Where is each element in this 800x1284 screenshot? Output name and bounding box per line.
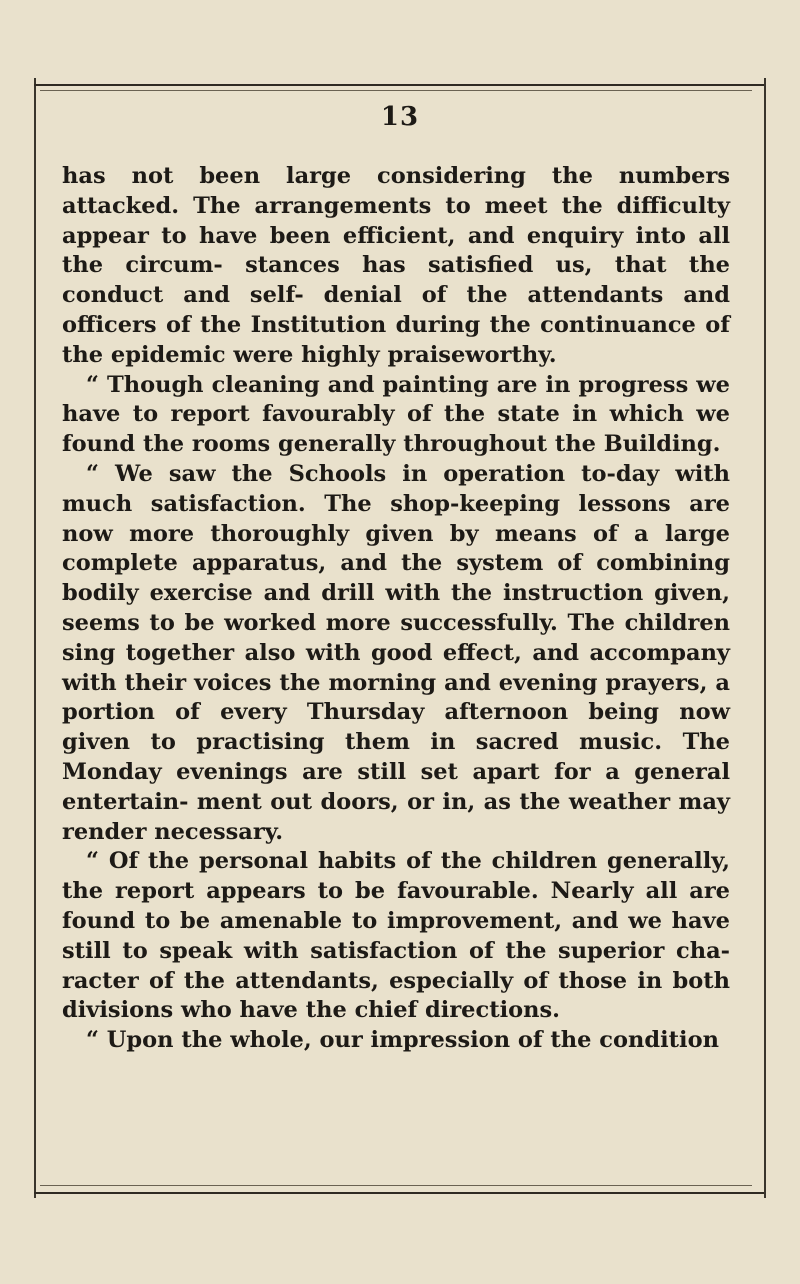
top-rule-thin [40,90,752,91]
paragraph-4: “ Of the personal habits of the children generally, the report appears to be favourable. Nearly all are found to be amenable to improvement, and we have still to speak with satisfaction of the superior cha- racter of the attendants, especially of those in both divisions who have the chief directions. [62,848,730,1024]
page-number: 13 [380,102,420,132]
bottom-rule [34,1192,764,1194]
top-rule [34,84,764,86]
bottom-rule-thin [40,1185,752,1186]
paragraph-2: “ Though cleaning and painting are in progress we have to report favourably of the state in which we found the rooms generally throughout the Building. [62,371,730,458]
paragraph-5: “ Upon the whole, our impression of the condition [86,1027,719,1054]
body-text [62,162,730,1056]
paragraph-1: has not been large considering the numbers attacked. The arrangements to meet the difficulty appear to have been efficient, and enquiry into all the circum- stances has satisfied us, that the conduct and self- denial of the attendants and officers of the Institution during the continuance of the epidemic were highly praiseworthy. [62,163,730,368]
paragraph-3: “ We saw the Schools in operation to-day with much satisfaction. The shop-keeping lessons are now more thoroughly given by means of a large complete apparatus, and the system of combining bodily exercise and drill with the instruction given, seems to be worked more successfully. The children sing together also with good effect, and accompany with their voices the morning and evening prayers, a portion of every Thursday afternoon being now given to practising them in sacred music. The Monday evenings are still set apart for a general entertain- ment out doors, or in, as the weather may render necessary. [62,460,730,845]
